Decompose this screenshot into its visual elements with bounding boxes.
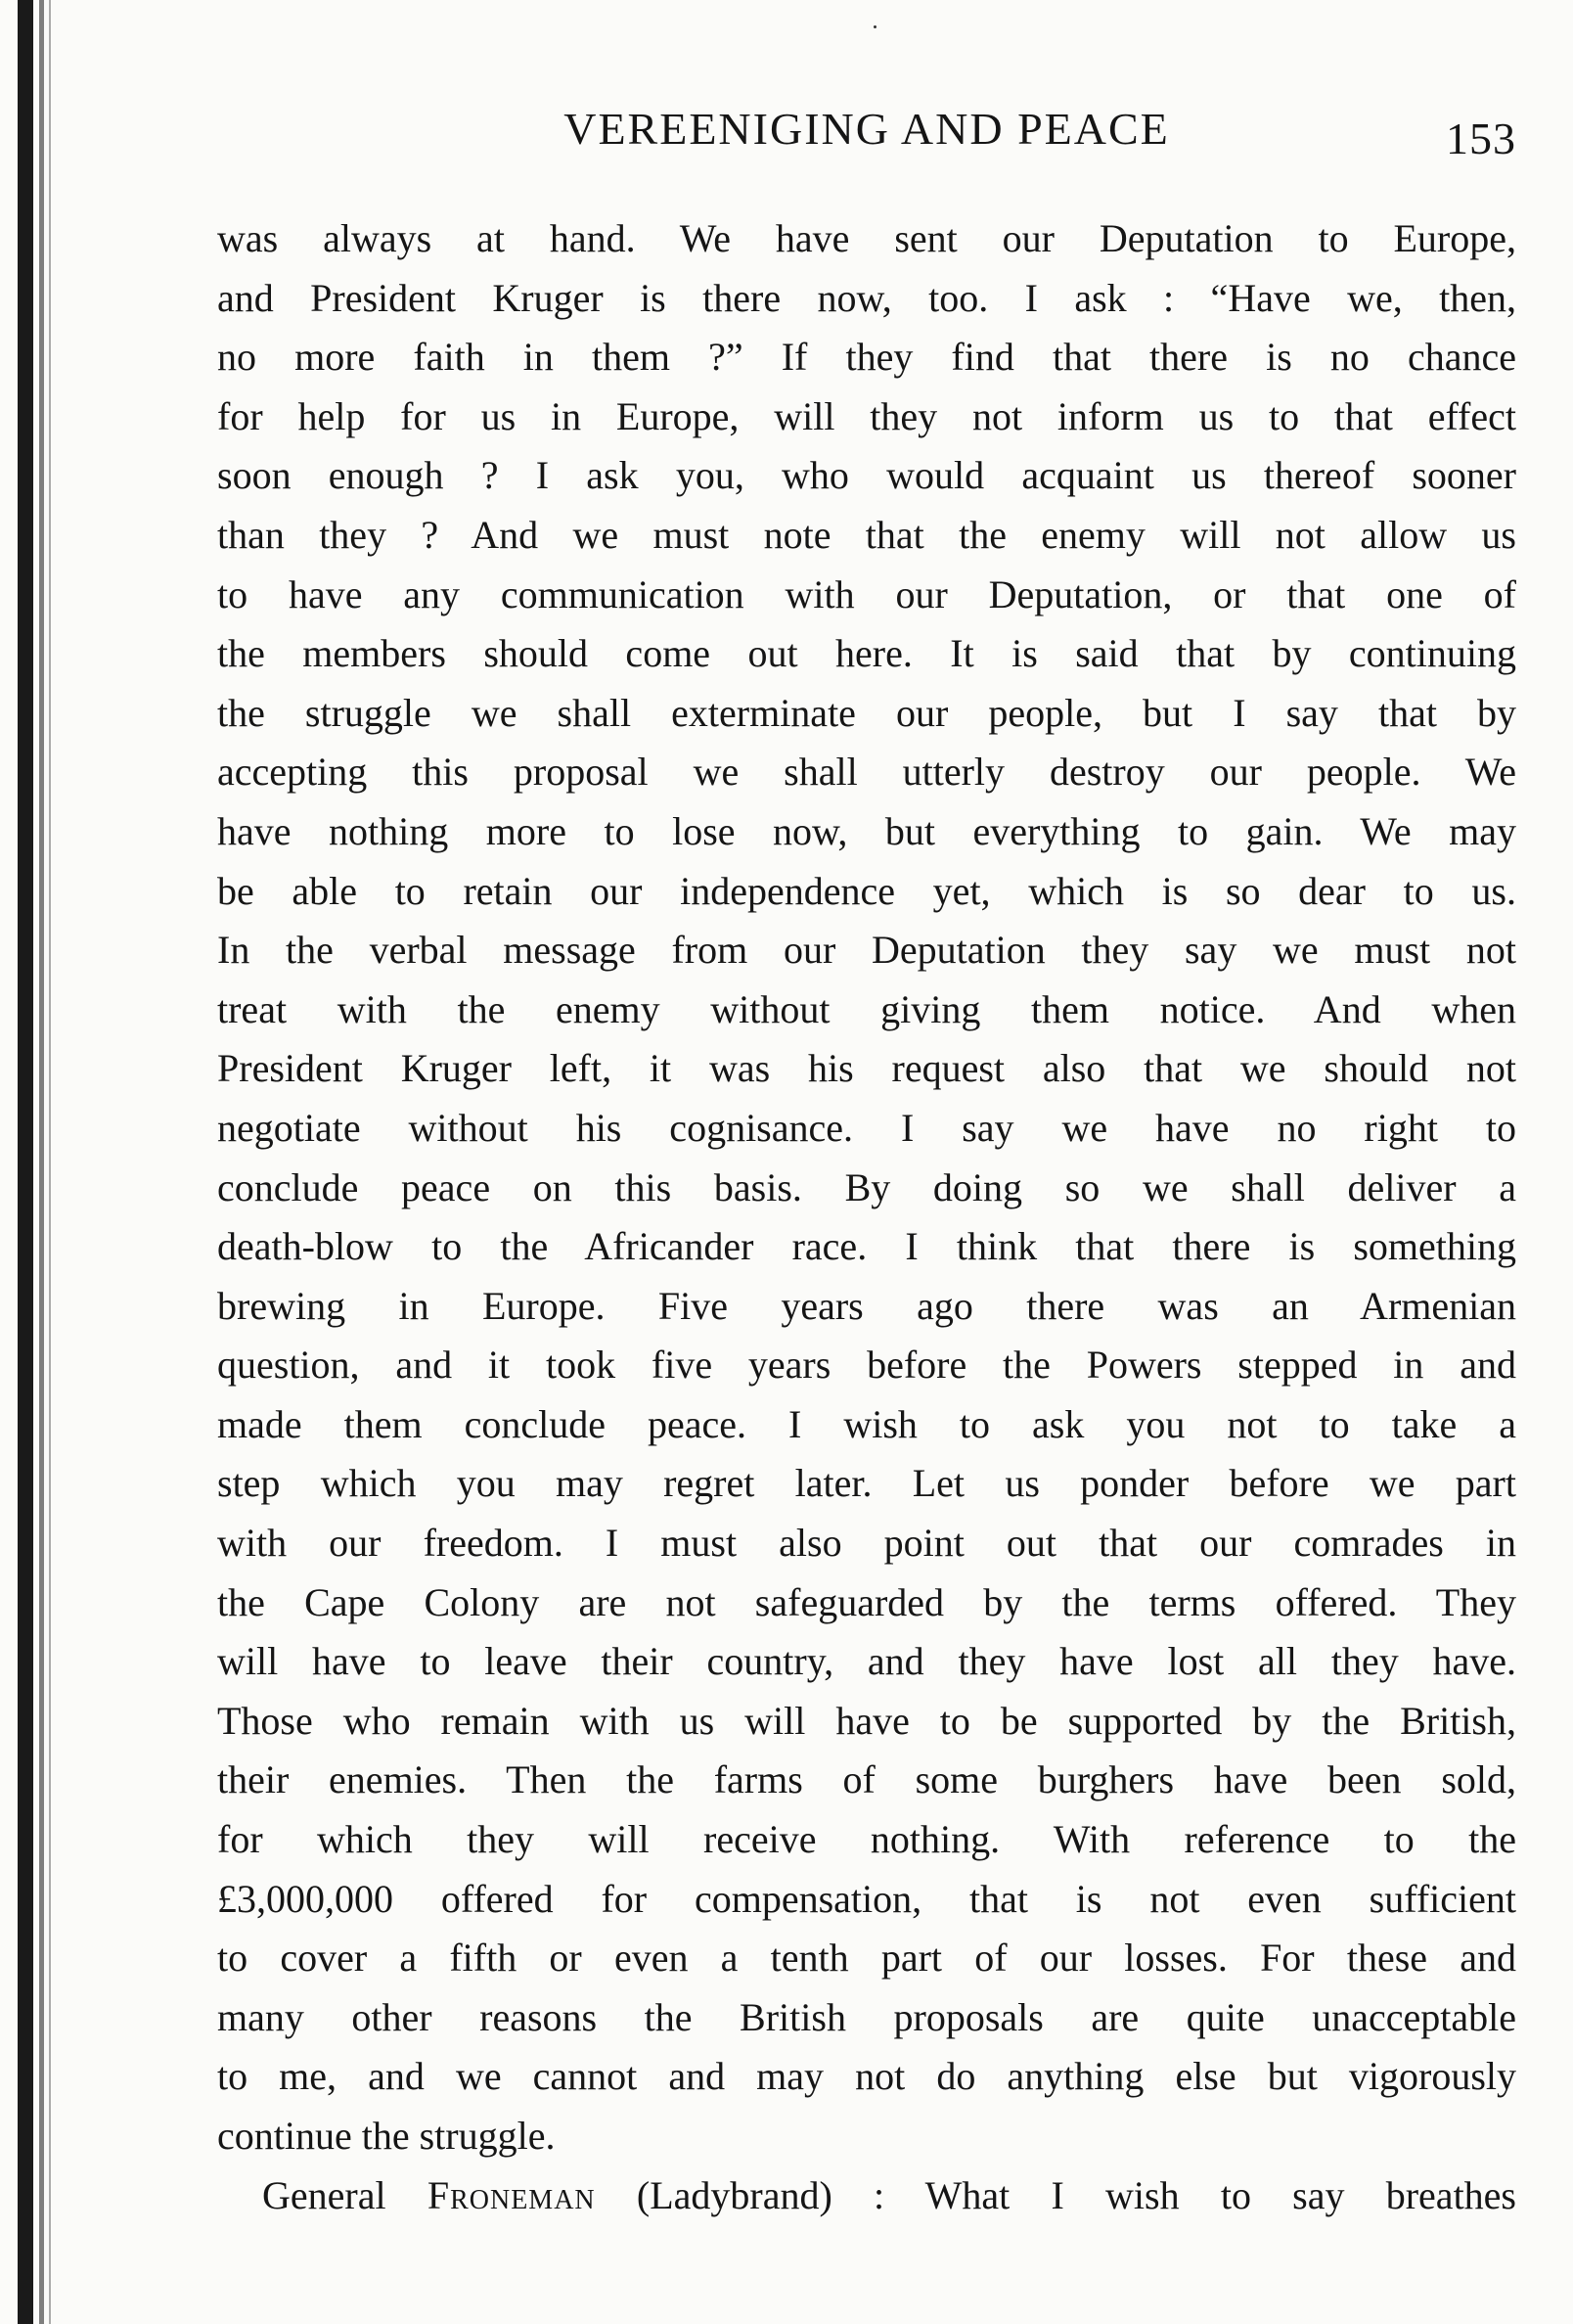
running-head: VEREENIGING AND PEACE — [563, 104, 1170, 154]
text-line: and President Kruger is there now, too. I ask : “Have we, then, — [217, 275, 1516, 320]
text-line: brewing in Europe. Five years ago there was an Armenian — [217, 1283, 1516, 1328]
speaker-prefix: General — [262, 2172, 427, 2217]
speaker-rest: (Ladybrand) : What I wish to say breathes — [595, 2172, 1516, 2217]
binding-band — [49, 0, 51, 2324]
page-body — [217, 209, 1516, 2225]
text-line: question, and it took five years before the Powers stepped in and — [217, 1343, 1516, 1388]
text-line: than they ? And we must note that the enemy will not allow us — [217, 512, 1516, 557]
text-line: many other reasons the British proposals are quite unacceptable — [217, 1994, 1516, 2039]
text-line: no more faith in them ?” If they find that there is no chance — [217, 335, 1516, 380]
text-line: death-blow to the Africander race. I think that there is something — [217, 1224, 1516, 1269]
text-line: for help for us in Europe, will they not inform us to that effect — [217, 393, 1516, 438]
text-line: accepting this proposal we shall utterly destroy our people. We — [217, 750, 1516, 795]
text-line: to have any communication with our Deputation, or that one of — [217, 571, 1516, 616]
text-line: the members should come out here. It is said that by continuing — [217, 631, 1516, 676]
text-line: the Cape Colony are not safeguarded by the terms offered. They — [217, 1579, 1516, 1624]
binding-band — [39, 0, 44, 2324]
text-line: Those who remain with us will have to be supported by the British, — [217, 1698, 1516, 1743]
text-line: continue the struggle. — [217, 2114, 556, 2158]
text-line: was always at hand. We have sent our Deputation to Europe, — [217, 216, 1516, 260]
text-line: conclude peace on this basis. By doing so we shall deliver a — [217, 1164, 1516, 1209]
text-line: with our freedom. I must also point out that our comrades in — [217, 1521, 1516, 1566]
text-line: be able to retain our independence yet, which is so dear to us. — [217, 868, 1516, 913]
text-line: negotiate without his cognisance. I say we have no right to — [217, 1105, 1516, 1150]
text-line: £3,000,000 offered for compensation, that is not even sufficient — [217, 1876, 1516, 1921]
text-line: treat with the enemy without giving them notice. And when — [217, 986, 1516, 1031]
page-number: 153 — [1446, 114, 1516, 163]
text-line: In the verbal message from our Deputation they say we must not — [217, 928, 1516, 973]
text-line: soon enough ? I ask you, who would acquaint us thereof sooner — [217, 453, 1516, 498]
text-line: for which they will receive nothing. With reference to the — [217, 1817, 1516, 1862]
speaker-line — [217, 2166, 1516, 2226]
text-line: to cover a fifth or even a tenth part of our losses. For these and — [217, 1936, 1516, 1981]
text-line: will have to leave their country, and they have lost all they have. — [217, 1639, 1516, 1684]
text-line: step which you may regret later. Let us ponder before we part — [217, 1461, 1516, 1506]
text-line: President Kruger left, it was his request also that we should not — [217, 1046, 1516, 1091]
text-line: the struggle we shall exterminate our people, but I say that by — [217, 690, 1516, 735]
binding-band — [18, 0, 33, 2324]
page-header — [217, 103, 1516, 171]
binding-shadow — [0, 0, 68, 2324]
text-line: to me, and we cannot and may not do anything else but vigorously — [217, 2054, 1516, 2099]
print-speck — [874, 25, 876, 28]
text-line: their enemies. Then the farms of some burghers have been sold, — [217, 1757, 1516, 1802]
text-line: made them conclude peace. I wish to ask you not to take a — [217, 1401, 1516, 1446]
text-line: have nothing more to lose now, but everything to gain. We may — [217, 808, 1516, 853]
speaker-name: Froneman — [427, 2172, 596, 2217]
